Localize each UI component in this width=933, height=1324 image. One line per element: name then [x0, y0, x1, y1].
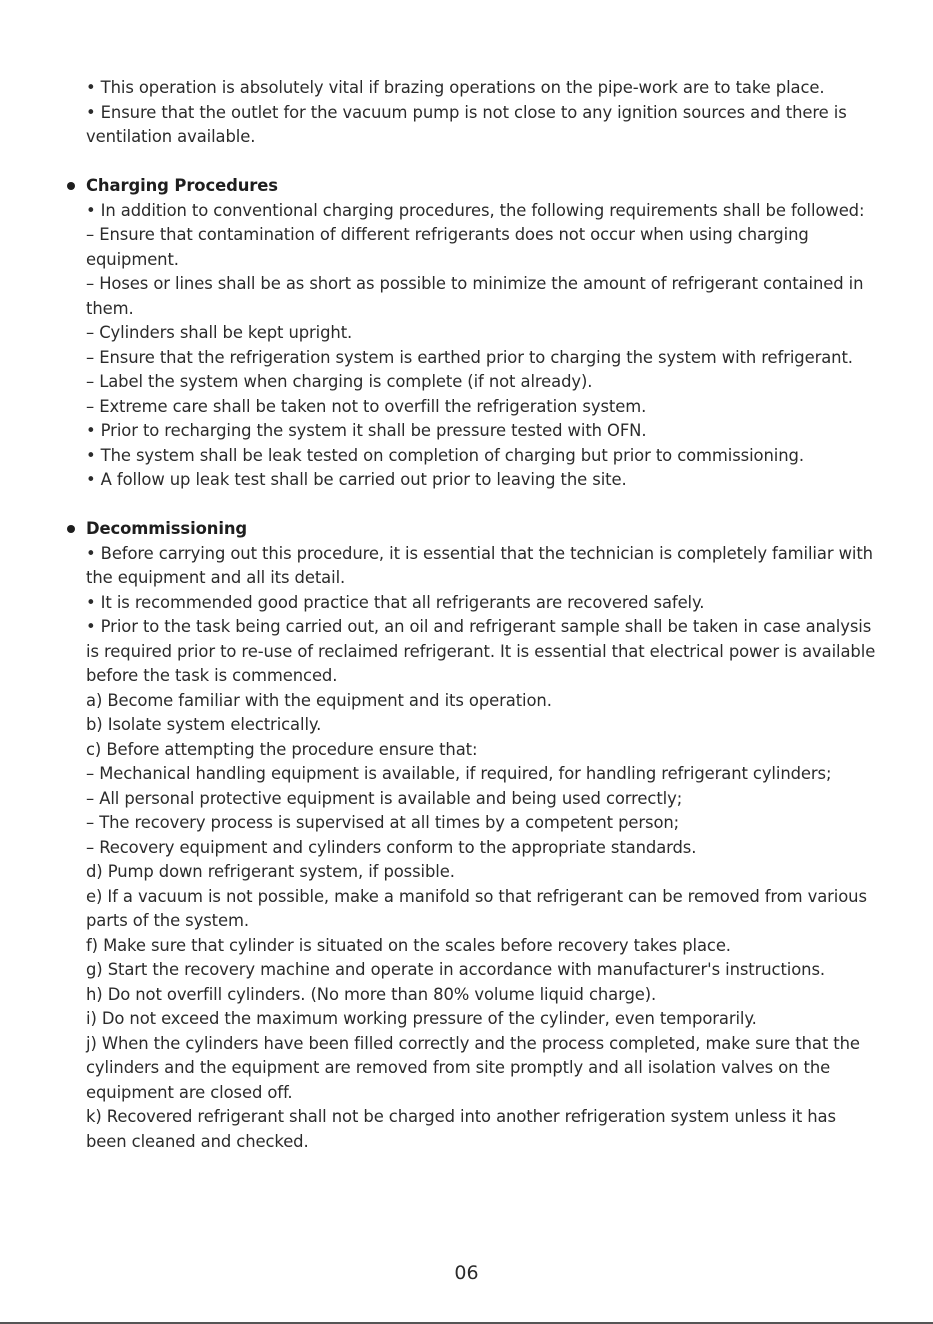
decommissioning-line: – Mechanical handling equipment is available, if required, for handling refrigerant cylinders;: [86, 764, 832, 783]
decommissioning-line: f) Make sure that cylinder is situated on the scales before recovery takes place.: [86, 935, 731, 955]
decommissioning-line: b) Isolate system electrically.: [86, 715, 322, 734]
charging-line: • A follow up leak test shall be carried out prior to leaving the site.: [86, 470, 627, 489]
page-number: 06: [454, 1262, 479, 1284]
decommissioning-line: i) Do not exceed the maximum working pressure of the cylinder, even temporarily.: [86, 1009, 757, 1028]
charging-line: – Cylinders shall be kept upright.: [86, 323, 353, 342]
charging-line: • The system shall be leak tested on completion of charging but prior to commissioning.: [86, 445, 804, 465]
decommissioning-heading: [86, 517, 876, 542]
charging-line: – Ensure that contamination of different refrigerants does not occur when using charging equipment.: [86, 225, 809, 269]
decommissioning-line: a) Become familiar with the equipment and its operation.: [86, 690, 552, 710]
intro-line: • Ensure that the outlet for the vacuum pump is not close to any ignition sources and there is ventilation available.: [86, 102, 847, 146]
bullet-dot-icon: [67, 525, 75, 533]
charging-line: – Ensure that the refrigeration system is earthed prior to charging the system with refrigerant.: [86, 347, 853, 367]
charging-procedures-heading: [86, 174, 876, 199]
decommissioning-line: e) If a vacuum is not possible, make a manifold so that refrigerant can be removed from various parts of the system.: [86, 886, 867, 930]
section-gap: [86, 493, 876, 518]
decommissioning-line: • It is recommended good practice that all refrigerants are recovered safely.: [86, 592, 705, 612]
decommissioning-line: k) Recovered refrigerant shall not be charged into another refrigeration system unless it has been cleaned and checked.: [86, 1107, 836, 1151]
decommissioning-line: g) Start the recovery machine and operate in accordance with manufacturer's instructions.: [86, 960, 826, 979]
heading-label: Decommissioning: [86, 519, 248, 538]
decommissioning-line: c) Before attempting the procedure ensure that:: [86, 739, 478, 759]
charging-line: • Prior to recharging the system it shall be pressure tested with OFN.: [86, 421, 647, 440]
bullet-dot-icon: [67, 182, 75, 190]
decommissioning-line: • Prior to the task being carried out, an oil and refrigerant sample shall be taken in case analysis is required prior to re-use of reclaimed refrigerant. It is essential that electrical power is available before the task is commenced.: [86, 617, 876, 685]
charging-line: – Extreme care shall be taken not to overfill the refrigeration system.: [86, 396, 647, 416]
heading-label: Charging Procedures: [86, 176, 278, 195]
decommissioning-line: d) Pump down refrigerant system, if possible.: [86, 862, 455, 881]
decommissioning-line: j) When the cylinders have been filled correctly and the process completed, make sure that the cylinders and the equipment are removed from site promptly and all isolation valves on the equipment are closed off.: [86, 1033, 860, 1102]
charging-line: – Label the system when charging is complete (if not already).: [86, 372, 593, 391]
intro-line: • This operation is absolutely vital if brazing operations on the pipe-work are to take place.: [86, 78, 825, 97]
charging-line: • In addition to conventional charging procedures, the following requirements shall be followed:: [86, 200, 865, 220]
decommissioning-line: – Recovery equipment and cylinders conform to the appropriate standards.: [86, 837, 697, 857]
decommissioning-line: – All personal protective equipment is available and being used correctly;: [86, 788, 683, 808]
decommissioning-line: • Before carrying out this procedure, it is essential that the technician is completely familiar with the equipment and all its detail.: [86, 543, 873, 587]
charging-line: – Hoses or lines shall be as short as possible to minimize the amount of refrigerant contained in them.: [86, 274, 864, 318]
decommissioning-line: – The recovery process is supervised at all times by a competent person;: [86, 813, 680, 832]
section-gap: [86, 150, 876, 175]
page-content: [86, 76, 876, 1154]
decommissioning-line: h) Do not overfill cylinders. (No more than 80% volume liquid charge).: [86, 984, 657, 1004]
